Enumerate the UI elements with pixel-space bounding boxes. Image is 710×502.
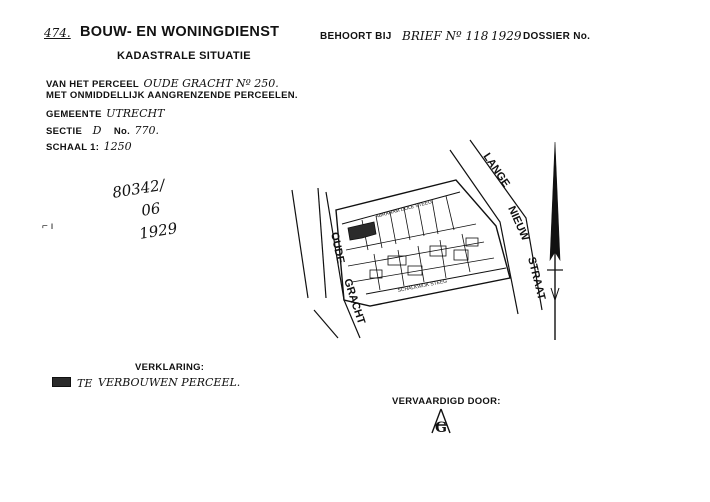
canal-bank-west-inner [318, 188, 326, 298]
street-edge-west [450, 150, 518, 314]
parcel-label: VAN HET PERCEEL [46, 79, 140, 90]
municipality-row [46, 104, 164, 122]
parcel-value: OUDE GRACHT Nº 250. [143, 77, 279, 90]
made-by-label: VERVAARDIGD DOOR: [392, 396, 501, 407]
canal-bank-east-outer [314, 310, 338, 338]
archive-subnumber: 06 [140, 199, 162, 220]
highlighted-parcel [348, 222, 376, 240]
archive-year: 1929 [138, 219, 179, 243]
legend-title: VERKLARING: [135, 362, 205, 373]
scale-label: SCHAAL 1: [46, 142, 100, 153]
municipality-value: UTRECHT [106, 107, 165, 120]
section-value: D [92, 124, 102, 137]
adjacent-parcels-text: MET ONMIDDELLIJK AANGRENZENDE PERCEELEN. [46, 90, 298, 101]
legend-item-text: VERBOUWEN PERCEEL. [98, 376, 241, 389]
dossier-label: DOSSIER No. [523, 31, 591, 42]
monogram-letter: G [435, 420, 447, 436]
north-arrow-icon [543, 140, 567, 345]
legend-item-prefix: TE [77, 377, 93, 390]
monogram-icon [428, 407, 454, 437]
letter-year: 1929 [491, 29, 522, 43]
street-label-nieuw: NIEUW [505, 204, 532, 243]
scale-value: 1250 [103, 140, 132, 153]
department-title: BOUW- EN WONINGDIENST [80, 24, 280, 40]
number-value: 770. [134, 124, 160, 137]
canal-bank-west-outer [292, 190, 308, 298]
alley-label-north: ABRAHAM DOLE STEEG [374, 199, 433, 220]
municipality-label: GEMEENTE [46, 109, 102, 120]
street-label-oude: OUDE [328, 231, 347, 265]
scale-row [46, 137, 132, 155]
archive-number: 80342/ [111, 175, 166, 202]
street-label-gracht: GRACHT [341, 277, 368, 326]
document-subtitle: KADASTRALE SITUATIE [117, 50, 251, 62]
street-label-straat: STRAAT [525, 255, 548, 302]
street-label-lange: LANGE [480, 150, 512, 190]
cadastral-map [290, 130, 580, 350]
letter-number: BRIEF Nº 118 [402, 29, 489, 43]
alley-label-south: SCHALKWIJK STEEG [397, 278, 448, 294]
legend-swatch [52, 377, 71, 387]
number-label: No. [113, 126, 131, 137]
parcel-lines [346, 196, 494, 290]
belongs-to-label: BEHOORT BIJ [320, 31, 392, 42]
reference-number: 474. [44, 26, 71, 40]
section-label: SECTIE [46, 126, 83, 137]
margin-mark: ⌐ ı [42, 221, 54, 232]
